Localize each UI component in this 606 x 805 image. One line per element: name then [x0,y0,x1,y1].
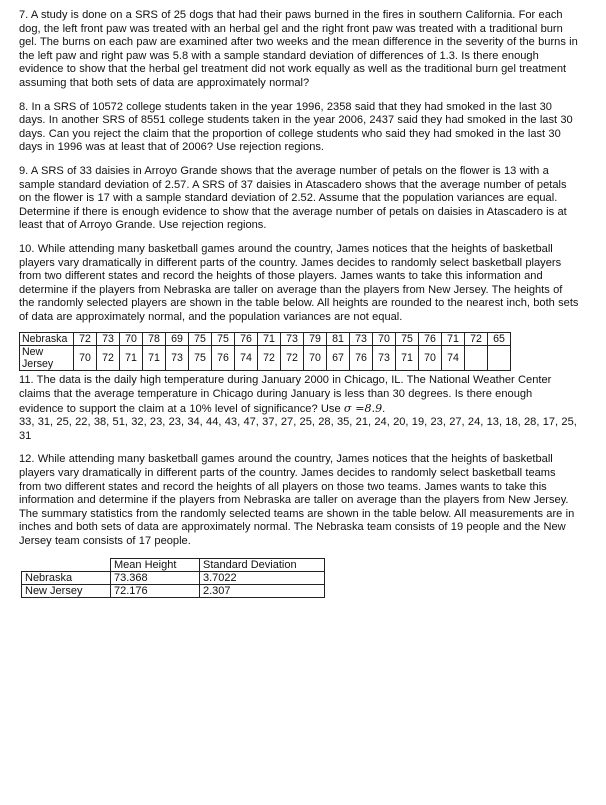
summary-sd: 3.7022 [200,571,325,584]
problem-12: 12. While attending many basketball games around the country, James notices that the heights of basketball players vary dramatically in different parts of the country. James decides to randomly select basketball teams from two different states and record the heights of all players on those two teams. James wants to take this information and determine if the players from Nebraska are taller on average than the players from New Jersey. The summary statistics from the randomly selected teams are shown in the table below. All measurements are in inches and both sets of data are approximately normal. The Nebraska team consists of 19 people and the New Jersey team consists of 17 people. [19,453,575,547]
height-cell: 70 [373,333,396,346]
height-cell: 70 [419,346,442,371]
height-cell: 65 [488,333,511,346]
problem-9: 9. A SRS of 33 daisies in Arroyo Grande shows that the average number of petals on the flower is 13 with a sample standard deviation of 2.57. A SRS of 37 daisies in Atascadero shows that the average number of petals on the flower is 17 with a sample standard deviation of 2.52. Assume that the population variances are equal. Determine if there is enough evidence to show that the average number of petals on daisies in Atascadero is at least that of Arroyo Grande. Use rejection regions. [19,164,567,232]
summary-row-new-jersey [22,584,325,597]
height-cell: 73 [97,333,120,346]
height-cell: 70 [74,346,97,371]
heights-table [19,332,511,371]
height-cell: 71 [442,333,465,346]
summary-row-nebraska [22,571,325,584]
height-cell: 75 [189,333,212,346]
problem-8: 8. In a SRS of 10572 college students taken in the year 1996, 2358 said that they had smoked in the last 30 days. In another SRS of 8551 college students taken in the year 2006, 2437 said they had smoked in the last 30 days. Can you reject the claim that the proportion of college students who said they had smoked in the last 30 days in 1996 was at least that of 2006? Use rejection regions. [19,100,573,154]
summary-team: New Jersey [22,584,111,597]
height-cell: 76 [212,346,235,371]
height-cell: 71 [258,333,281,346]
height-cell: 72 [74,333,97,346]
heights-row-label: Nebraska [20,333,74,346]
height-cell: 75 [189,346,212,371]
height-cell: 73 [166,346,189,371]
problem-11 [19,374,579,443]
sigma-value: σ =8.9 [343,401,383,415]
summary-sd: 2.307 [200,584,325,597]
problem-10: 10. While attending many basketball games around the country, James notices that the heights of basketball players vary dramatically in different parts of the country. James decides to randomly select basketball players from two different states and record the heights of those players. James wants to take this information and determine if the players from Nebraska are taller on average than the players from New Jersey. The heights of the randomly selected players are shown in the table below. All heights are rounded to the nearest inch, both sets of data are approximately normal, and the population variances are not equal. [19,242,579,323]
height-cell: 72 [281,346,304,371]
height-cell: 69 [166,333,189,346]
height-cell: 71 [120,346,143,371]
height-cell: 78 [143,333,166,346]
height-cell [465,346,488,371]
summary-table [21,558,325,598]
height-cell: 73 [350,333,373,346]
summary-team: Nebraska [22,571,111,584]
height-cell: 70 [120,333,143,346]
height-cell: 72 [258,346,281,371]
problem-11-period: . [382,402,386,415]
summary-header-row [22,558,325,571]
height-cell: 79 [304,333,327,346]
heights-row-new-jersey [20,346,511,371]
problem-7: 7. A study is done on a SRS of 25 dogs that had their paws burned in the fires in southern California. For each dog, the left front paw was treated with an herbal gel and the right front paw was treated with a traditional burn gel. The burns on each paw are examined after two weeks and the mean difference in the severity of the burns in the left paw and right paw was 5.8 with a sample standard deviation of differences of 1.3. Is there enough evidence to show that the herbal gel treatment did not work equally as well as the traditional burn gel treatment assuming that both sets of data are approximately normal? [19,9,578,89]
height-cell: 67 [327,346,350,371]
summary-header-blank [22,558,111,571]
heights-row-nebraska [20,333,511,346]
height-cell: 76 [235,333,258,346]
problem-11-text: 11. The data is the daily high temperature during January 2000 in Chicago, IL. The National Weather Center claims that the average temperature in Chicago during January is less than 30 degrees. Is there enough evidence to support the claim at a 10% level of significance? Use [19,374,552,415]
summary-header-mean: Mean Height [111,558,200,571]
height-cell [488,346,511,371]
height-cell: 71 [396,346,419,371]
height-cell: 74 [442,346,465,371]
height-cell: 74 [235,346,258,371]
height-cell: 73 [373,346,396,371]
height-cell: 73 [281,333,304,346]
height-cell: 72 [465,333,488,346]
height-cell: 81 [327,333,350,346]
height-cell: 75 [396,333,419,346]
height-cell: 76 [350,346,373,371]
temperature-data: 33, 31, 25, 22, 38, 51, 32, 23, 23, 34, 44, 43, 47, 37, 27, 25, 28, 35, 21, 24, 20, 19, 23, 27, 24, 13, 18, 28, 17, 25, 31 [19,416,577,442]
summary-mean: 73.368 [111,571,200,584]
heights-row-label: New Jersey [20,346,74,371]
summary-mean: 72.176 [111,584,200,597]
height-cell: 71 [143,346,166,371]
height-cell: 70 [304,346,327,371]
height-cell: 75 [212,333,235,346]
worksheet-page [19,9,579,598]
height-cell: 76 [419,333,442,346]
height-cell: 72 [97,346,120,371]
summary-header-sd: Standard Deviation [200,558,325,571]
